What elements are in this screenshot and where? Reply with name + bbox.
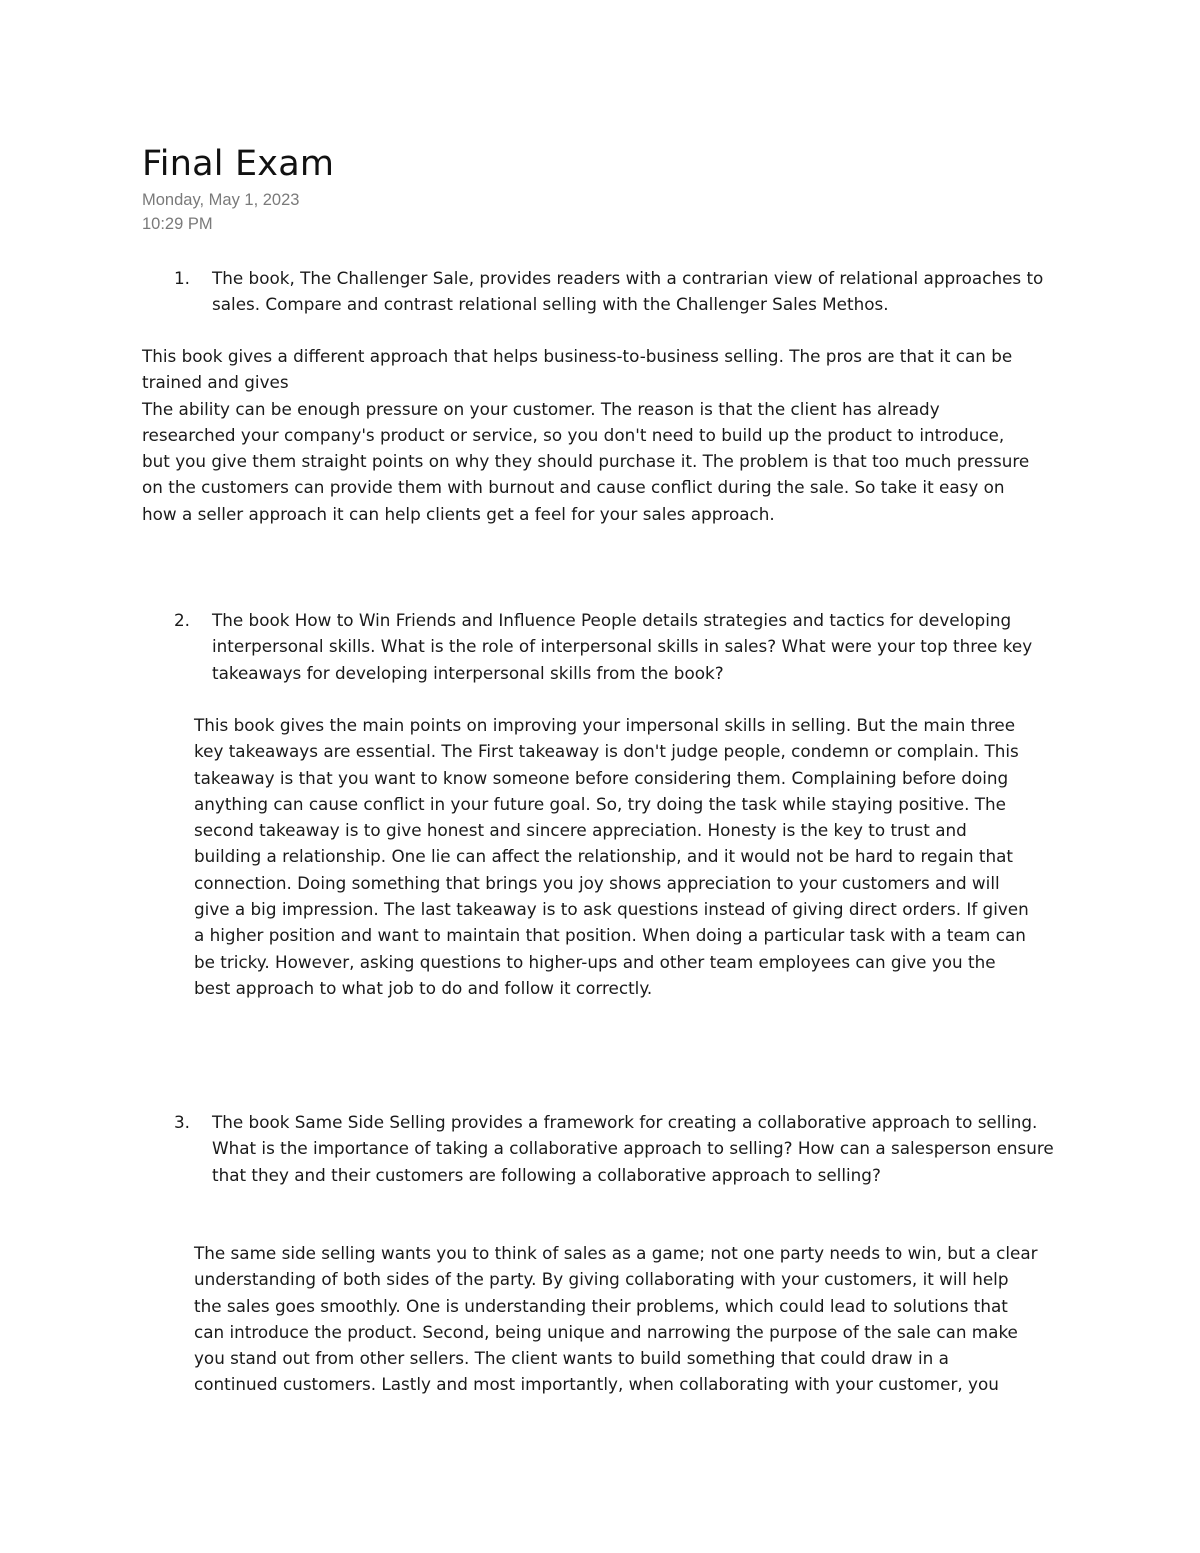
answer-line: second takeaway is to give honest and sincere appreciation. Honesty is the key to trust and xyxy=(194,820,967,841)
question-number: 1. xyxy=(174,268,191,288)
question-number: 3. xyxy=(174,1112,191,1132)
answer-line: anything can cause conflict in your future goal. So, try doing the task while staying positive. The xyxy=(194,793,1006,814)
answer-line: trained and gives xyxy=(142,372,289,393)
answer-3 xyxy=(194,1240,1064,1398)
answer-line: The ability can be enough pressure on your customer. The reason is that the client has already xyxy=(142,398,940,419)
question-2 xyxy=(174,607,1074,686)
question-text: The book Same Side Selling provides a framework for creating a collaborative approach to selling. What is the importance of taking a collaborative approach to selling? How can a salesperson ensure that they and their customers are following a collaborative approach to selling? xyxy=(212,1112,1054,1185)
answer-line: give a big impression. The last takeaway is to ask questions instead of giving direct orders. If given xyxy=(194,899,1029,920)
answer-line: building a relationship. One lie can affect the relationship, and it would not be hard to regain that xyxy=(194,846,1014,867)
answer-line: can introduce the product. Second, being unique and narrowing the purpose of the sale can make xyxy=(194,1321,1018,1342)
answer-line: be tricky. However, asking questions to higher-ups and other team employees can give you the xyxy=(194,951,996,972)
answer-line: you stand out from other sellers. The client wants to build something that could draw in a xyxy=(194,1348,949,1369)
answer-line: The same side selling wants you to think of sales as a game; not one party needs to win, but a clear xyxy=(194,1243,1038,1263)
question-text: The book, The Challenger Sale, provides readers with a contrarian view of relational approaches to sales. Compare and contrast relational selling with the Challenger Sales Methos. xyxy=(212,268,1044,315)
answer-line: connection. Doing something that brings you joy shows appreciation to your customers and will xyxy=(194,872,1000,893)
answer-line: the sales goes smoothly. One is understanding their problems, which could lead to solutions that xyxy=(194,1295,1008,1316)
answer-1 xyxy=(142,343,1064,527)
answer-line: This book gives a different approach that helps business-to-business selling. The pros are that it can be xyxy=(142,346,1013,366)
answer-line: on the customers can provide them with burnout and cause conflict during the sale. So take it easy on xyxy=(142,477,1005,498)
question-3 xyxy=(174,1109,1074,1188)
answer-line: This book gives the main points on improving your impersonal skills in selling. But the main three xyxy=(194,715,1016,735)
page-title: Final Exam xyxy=(142,144,335,184)
question-number: 2. xyxy=(174,610,191,630)
answer-line: best approach to what job to do and follow it correctly. xyxy=(194,977,653,998)
answer-line: continued customers. Lastly and most importantly, when collaborating with your customer, you xyxy=(194,1374,999,1395)
answer-2 xyxy=(194,712,1064,1001)
answer-line: takeaway is that you want to know someone before considering them. Complaining before doing xyxy=(194,767,1009,788)
answer-line: understanding of both sides of the party. By giving collaborating with your customers, it will help xyxy=(194,1269,1009,1290)
answer-line: a higher position and want to maintain that position. When doing a particular task with a team can xyxy=(194,925,1026,946)
page-date: Monday, May 1, 2023 xyxy=(142,191,300,209)
question-text: The book How to Win Friends and Influence People details strategies and tactics for developing interpersonal skills. What is the role of interpersonal skills in sales? What were your top three key takeaways for developing interpersonal skills from the book? xyxy=(212,610,1033,683)
answer-line: key takeaways are essential. The First takeaway is don't judge people, condemn or complain. This xyxy=(194,741,1019,762)
question-1 xyxy=(174,265,1074,318)
page-time: 10:29 PM xyxy=(142,215,213,233)
answer-line: how a seller approach it can help clients get a feel for your sales approach. xyxy=(142,503,775,524)
answer-line: researched your company's product or service, so you don't need to build up the product to introduce, xyxy=(142,424,1005,445)
answer-line: but you give them straight points on why they should purchase it. The problem is that too much pressure xyxy=(142,451,1030,472)
